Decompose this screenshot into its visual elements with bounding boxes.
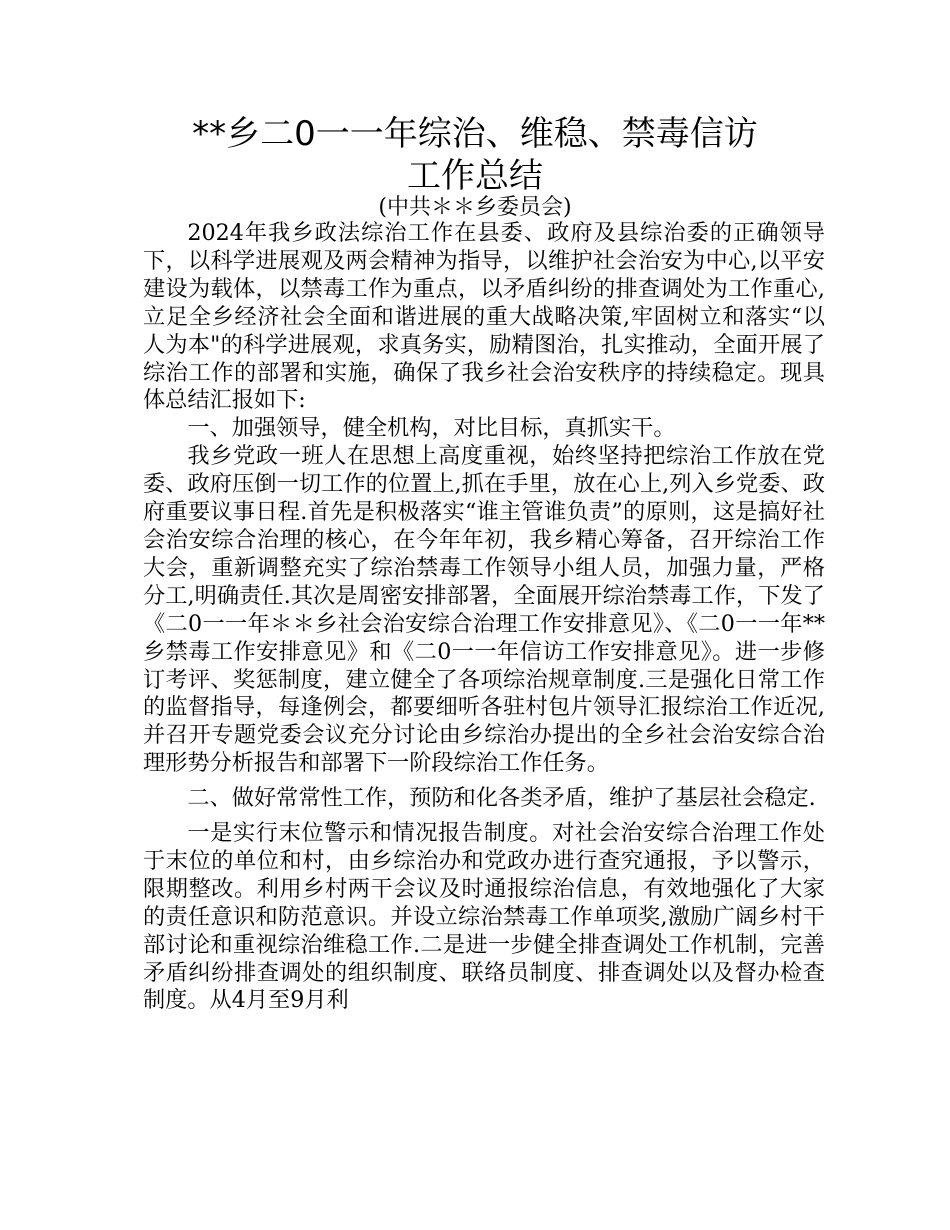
paragraph-intro: 2024年我乡政法综治工作在县委、政府及县综治委的正确领导下，以科学进展观及两会精神为指导，以维护社会治安为中心,以平安建设为载体，以禁毒工作为重点，以矛盾纠纷的排查调处为工作重心,立足全乡经济社会全面和谐进展的重大战略决策,牢固树立和落实“以人为本"的科学进展观，求真务实，励精图治，扎实推动，全面开展了综治工作的部署和实施，确保了我乡社会治安秩序的持续稳定。现具体总结汇报如下: (143, 220, 825, 414)
document-body (143, 220, 825, 1015)
paragraph-section-1: 我乡党政一班人在思想上高度重视，始终坚持把综治工作放在党委、政府压倒一切工作的位置上,抓在手里，放在心上,列入乡党委、政府重要议事日程.首先是积极落实“谁主管谁负责”的原则，这是搞好社会治安综合治理的核心，在今年年初，我乡精心筹备，召开综治工作大会，重新调整充实了综治禁毒工作领导小组人员，加强力量，严格分工,明确责任.其次是周密安排部署，全面展开综治禁毒工作，下发了《二0一一年＊＊乡社会治安综合治理工作安排意见》、《二0一一年**乡禁毒工作安排意见》和《二0一一年信访工作安排意见》。进一步修订考评、奖惩制度，建立健全了各项综治规章制度.三是强化日常工作的监督指导，每逢例会，都要细听各驻村包片领导汇报综治工作近况,并召开专题党委会议充分讨论由乡综治办提出的全乡社会治安综合治理形势分析报告和部署下一阶段综治工作任务。 (143, 443, 825, 777)
heading-section-1: 一、加强领导，健全机构，对比目标，真抓实干。 (187, 415, 676, 442)
heading-section-2: 二、做好常常性工作，预防和化各类矛盾，维护了基层社会稳定. (187, 785, 816, 812)
document-title-line-2: 工作总结 (407, 156, 543, 196)
document-title-line-1: **乡二0一一年综治、维稳、禁毒信访 (192, 114, 758, 154)
paragraph-section-2: 一是实行末位警示和情况报告制度。对社会治安综合治理工作处于末位的单位和村，由乡综治办和党政办进行查究通报，予以警示，限期整改。利用乡村两干会议及时通报综治信息，有效地强化了大家的责任意识和防范意识。并设立综治禁毒工作单项奖,激励广阔乡村干部讨论和重视综治维稳工作.二是进一步健全排查调处工作机制，完善矛盾纠纷排查调处的组织制度、联络员制度、排查调处以及督办检查制度。从4月至9月利 (143, 820, 825, 1014)
document-author: (中共＊＊乡委员会) (378, 195, 572, 220)
